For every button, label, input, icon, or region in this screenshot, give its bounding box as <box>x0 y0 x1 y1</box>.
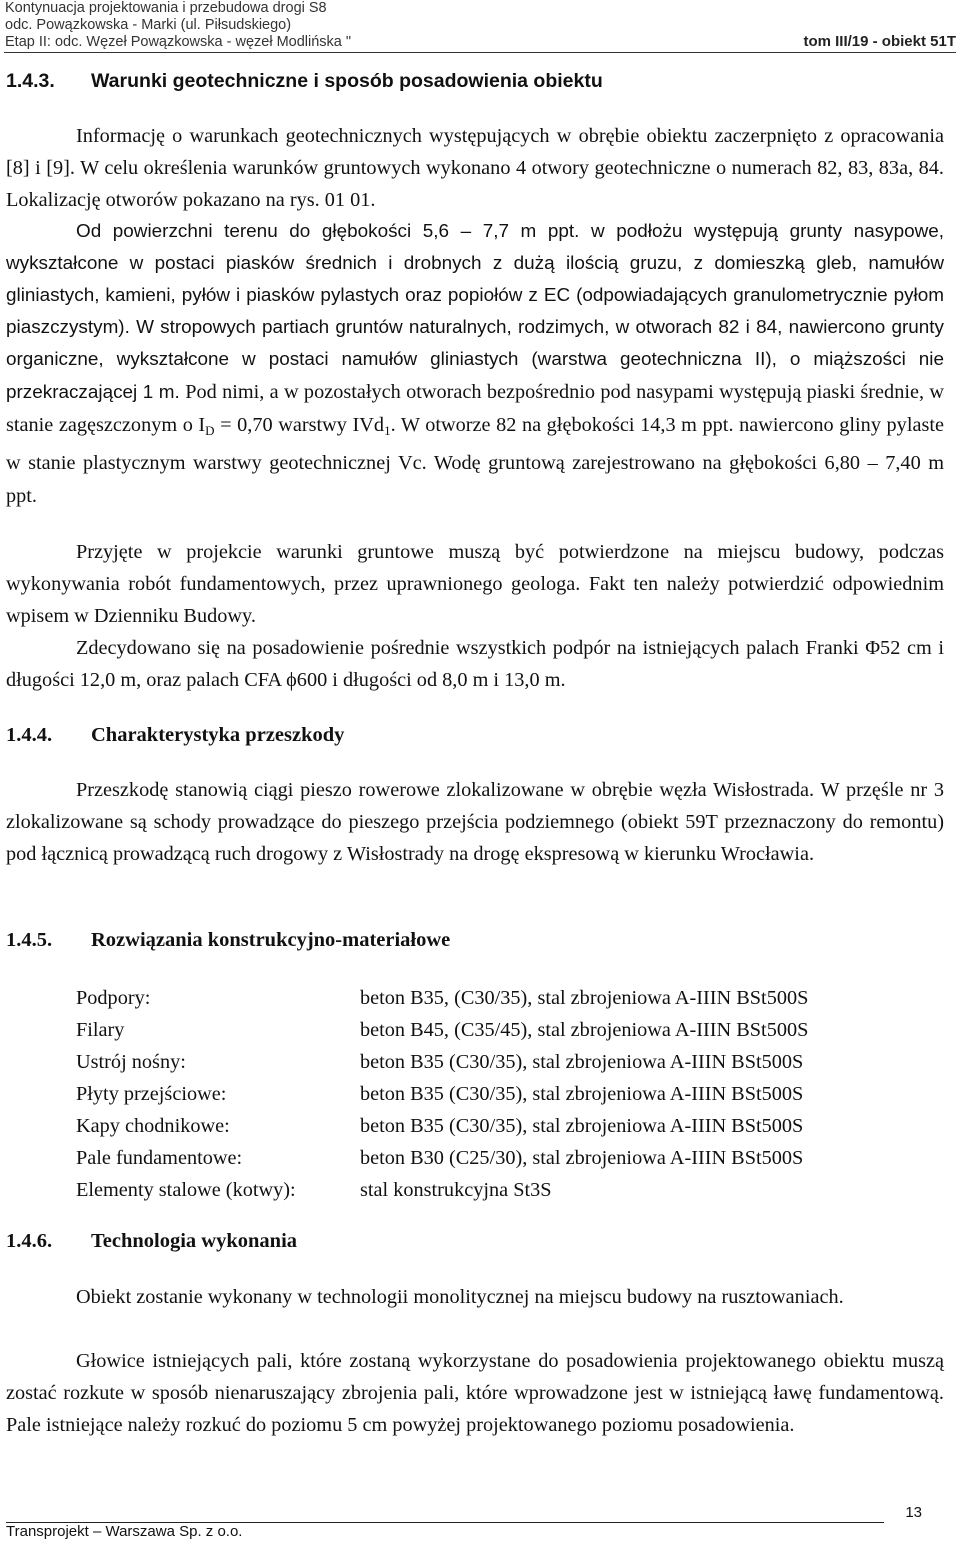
material-element-label: Filary <box>76 1018 125 1041</box>
volume-label: tom III/19 - obiekt 51T <box>803 33 956 50</box>
material-spec: beton B35 (C30/35), stal zbrojeniowa A-IIIN BSt500S <box>360 1114 804 1137</box>
material-element-label: Elementy stalowe (kotwy): <box>76 1178 296 1201</box>
footer-company: Transprojekt – Warszawa Sp. z o.o. <box>6 1523 243 1540</box>
paragraph-pile-heads: Głowice istniejących pali, które zostaną wykorzystane do posadowienia projektowanego obiektu muszą zostać rozkute w sposób nienaruszający zbrojenia pali, które wprowadzone jest w istniejącą ławę fundamentową. Pale istniejące należy rozkuć do poziomu 5 cm powyżej projektowanego poziomu posadowienia. <box>6 1350 944 1436</box>
material-element-label: Płyty przejściowe: <box>76 1082 227 1105</box>
material-element-label: Ustrój nośny: <box>76 1050 186 1073</box>
material-spec: beton B35, (C30/35), stal zbrojeniowa A-IIIN BSt500S <box>360 986 809 1009</box>
material-spec: beton B30 (C25/30), stal zbrojeniowa A-IIIN BSt500S <box>360 1146 804 1169</box>
table-row <box>76 1110 808 1142</box>
section-number: 1.4.5. <box>6 929 53 951</box>
section-title: Warunki geotechniczne i sposób posadowienia obiektu <box>91 70 603 92</box>
section-number: 1.4.4. <box>6 724 53 746</box>
materials-table <box>76 982 808 1206</box>
section-title: Rozwiązania konstrukcyjno-materiałowe <box>91 929 451 951</box>
material-spec: beton B45, (C35/45), stal zbrojeniowa A-IIIN BSt500S <box>360 1018 809 1041</box>
paragraph-geotech-source: Informację o warunkach geotechnicznych występujących w obrębie obiektu zaczerpnięto z opracowania [8] i [9]. W celu określenia warunków gruntowych wykonano 4 otwory geotechniczne o numerach 82, 83, 83a, 84. Lokalizację otworów pokazano na rys. 01 01. <box>6 125 944 211</box>
paragraph-obstacle: Przeszkodę stanowią ciągi pieszo rowerowe zlokalizowane w obrębie węzła Wisłostrada. W przęśle nr 3 zlokalizowane są schody prowadzące do pieszego przejścia podziemnego (obiekt 59T przeznaczony do remontu) pod łącznicą prowadzącą ruch drogowy z Wisłostrady na drogę ekspresową w kierunku Wrocławia. <box>6 779 944 865</box>
page-number: 13 <box>905 1504 922 1521</box>
paragraph-foundation-piles: Zdecydowano się na posadowienie pośrednie wszystkich podpór na istniejących palach Franki Φ52 cm i długości 12,0 m, oraz palach CFA ϕ600 i długości od 8,0 m i 13,0 m. <box>6 637 944 691</box>
table-row <box>76 1078 808 1110</box>
header-line-3: Etap II: odc. Węzeł Powązkowska - węzeł Modlińska " <box>5 34 352 50</box>
paragraph-geologist-confirmation: Przyjęte w projekcie warunki gruntowe muszą być potwierdzone na miejscu budowy, podczas wykonywania robót fundamentowych, przez uprawnionego geologa. Fakt ten należy potwierdzić odpowiednim wpisem w Dzienniku Budowy. <box>6 541 944 627</box>
material-spec: stal konstrukcyjna St3S <box>360 1178 552 1201</box>
paragraph-soil-description: Od powierzchni terenu do głębokości 5,6 – 7,7 m ppt. w podłożu występują grunty nasypowe, wykształcone w postaci piasków średnich i drobnych z dużą ilością gruzu, z domieszką gleb, namułów gliniastych, kamieni, pyłów i piasków pylastych oraz popiołów z EC (odpowiadających granulometrycznie pyłom piaszczystym). W stropowych partiach gruntów naturalnych, rodzimych, w otworach 82 i 84, nawiercono grunty organiczne, wykształcone w postaci namułów gliniastych (warstwa geotechniczna II), o miąższości nie przekraczającej 1 m. Pod nimi, a w pozostałych otworach bezpośrednio pod nasypami występują piaski średnie, w stanie zagęszczonym o $I_D = 0,70$ warstwy IVd$_1$. W otworze 82 na głębokości 14,3 m ppt. nawiercono gliny pylaste w stanie plastycznym warstwy geotechnicznej Vc. Wodę gruntową zarejestrowano na głębokości 6,80 – 7,40 m ppt. <box>6 221 945 507</box>
section-number: 1.4.6. <box>6 1230 53 1252</box>
paragraph-technology: Obiekt zostanie wykonany w technologii monolitycznej na miejscu budowy na rusztowaniach. <box>76 1286 844 1308</box>
running-header <box>5 0 351 51</box>
table-row <box>76 1174 808 1206</box>
section-heading-1-4-4 <box>6 724 344 747</box>
header-line-1: Kontynuacja projektowania i przebudowa drogi S8 <box>5 0 327 16</box>
header-divider <box>4 52 956 53</box>
material-element-label: Podpory: <box>76 986 151 1009</box>
table-row <box>76 1014 808 1046</box>
section-title: Charakterystyka przeszkody <box>91 724 345 746</box>
table-row <box>76 1142 808 1174</box>
material-spec: beton B35 (C30/35), stal zbrojeniowa A-IIIN BSt500S <box>360 1050 804 1073</box>
section-title: Technologia wykonania <box>91 1230 298 1252</box>
table-row <box>76 982 808 1014</box>
table-row <box>76 1046 808 1078</box>
section-heading-1-4-5 <box>6 929 450 952</box>
section-number: 1.4.3. <box>6 70 55 92</box>
section-heading-1-4-6 <box>6 1230 297 1253</box>
material-spec: beton B35 (C30/35), stal zbrojeniowa A-IIIN BSt500S <box>360 1082 804 1105</box>
section-heading-1-4-3 <box>6 70 603 93</box>
material-element-label: Kapy chodnikowe: <box>76 1114 230 1137</box>
header-line-2: odc. Powązkowska - Marki (ul. Piłsudskiego) <box>5 17 292 33</box>
material-element-label: Pale fundamentowe: <box>76 1146 243 1169</box>
